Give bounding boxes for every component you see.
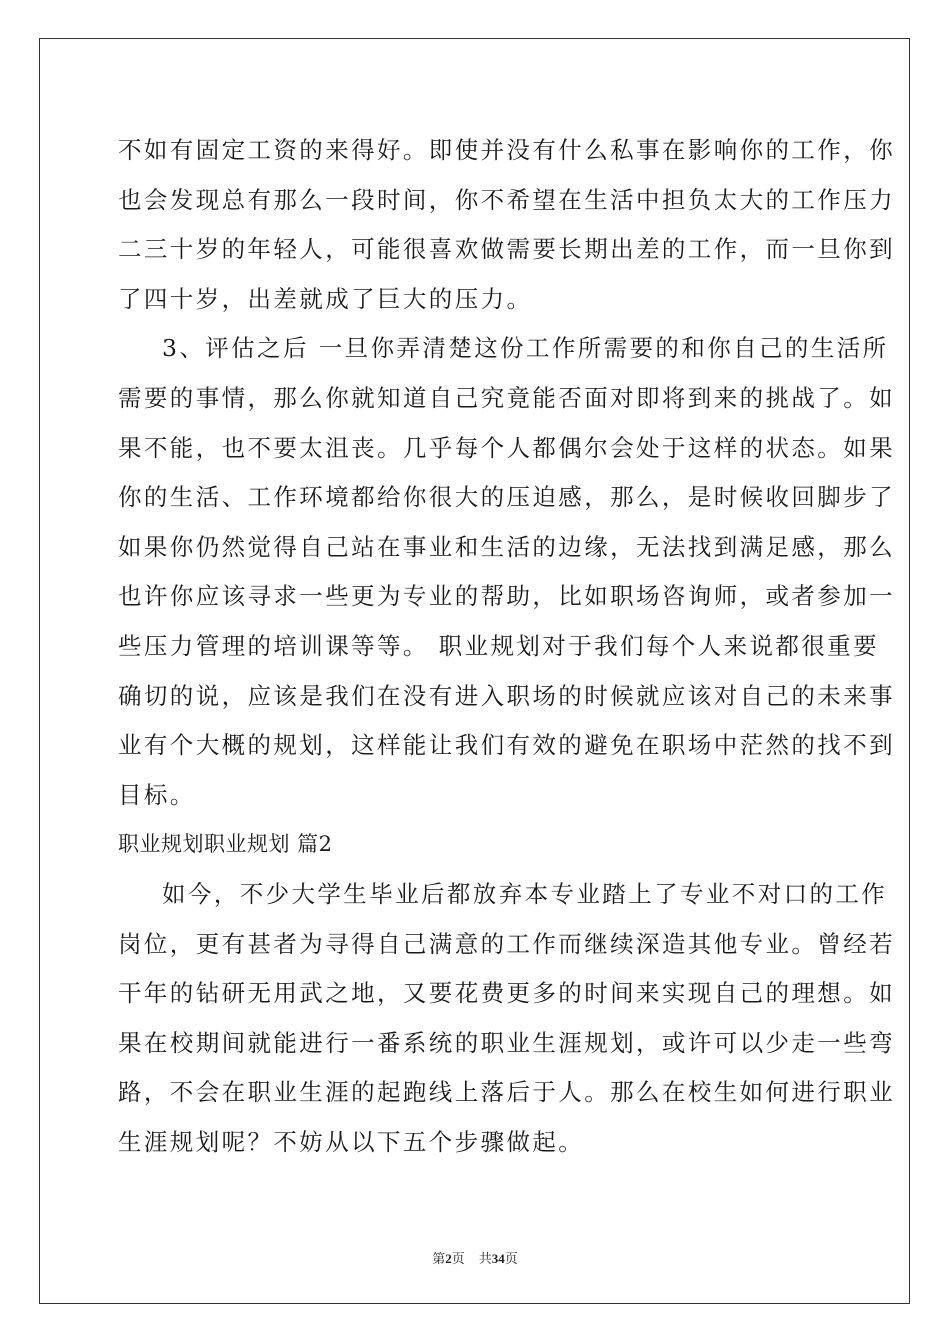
text-line: 路，不会在职业生涯的起跑线上落后于人。那么在校生如何进行职业 [118,1078,895,1107]
page-label [432,1248,465,1267]
text-line: 果不能，也不要太沮丧。几乎每个人都偶尔会处于这样的状态。如果 [118,433,895,462]
paragraph-intro [118,870,895,1168]
paragraph-evaluation [118,324,895,820]
page-suffix: 页 [451,1251,465,1266]
text-line: 岗位，更有甚者为寻得自己满意的工作而继续深造其他专业。曾经若 [118,929,895,958]
text-line: 业有个大概的规划，这样能让我们有效的避免在职场中茫然的找不到 [118,731,895,760]
text-line: 3、评估之后 一旦你弄清楚这份工作所需要的和你自己的生活所 [162,334,889,363]
text-line: 如今，不少大学生毕业后都放弃本专业踏上了专业不对口的工作 [162,879,888,908]
text-line: 些压力管理的培训课等等。 职业规划对于我们每个人来说都很重要 [118,631,879,660]
text-line: 生涯规划呢？不妨从以下五个步骤做起。 [118,1127,585,1156]
document-body [118,126,895,1167]
page-prefix: 第 [432,1251,446,1266]
text-line: 需要的事情，那么你就知道自己究竟能否面对即将到来的挑战了。如 [118,383,895,412]
text-line: 了四十岁，出差就成了巨大的压力。 [118,284,533,313]
page-number: 2 [445,1251,452,1266]
text-line: 果在校期间就能进行一番系统的职业生涯规划，或许可以少走一些弯 [118,1028,895,1057]
total-pages: 34 [491,1251,505,1266]
page-footer [0,1248,950,1267]
text-line: 干年的钻研无用武之地，又要花费更多的时间来实现自己的理想。如 [118,979,895,1008]
text-line: 确切的说，应该是我们在没有进入职场的时候就应该对自己的未来事 [118,681,895,710]
text-line: 二三十岁的年轻人，可能很喜欢做需要长期出差的工作，而一旦你到 [118,235,895,264]
section-heading: 职业规划职业规划 篇2 [118,832,333,857]
total-suffix: 页 [504,1251,518,1266]
total-prefix: 共 [478,1251,492,1266]
text-line: 你的生活、工作环境都给你很大的压迫感，那么，是时候收回脚步了 [118,483,895,512]
text-line: 目标。 [118,780,196,809]
text-line: 也许你应该寻求一些更为专业的帮助，比如职场咨询师，或者参加一 [118,582,895,611]
text-line: 如果你仍然觉得自己站在事业和生活的边缘，无法找到满足感，那么 [118,532,895,561]
text-line: 不如有固定工资的来得好。即使并没有什么私事在影响你的工作，你 [118,136,895,164]
total-label [479,1248,518,1267]
text-line: 也会发现总有那么一段时间，你不希望在生活中担负太大的工作压力 [118,185,895,214]
paragraph-continuation [118,126,895,324]
